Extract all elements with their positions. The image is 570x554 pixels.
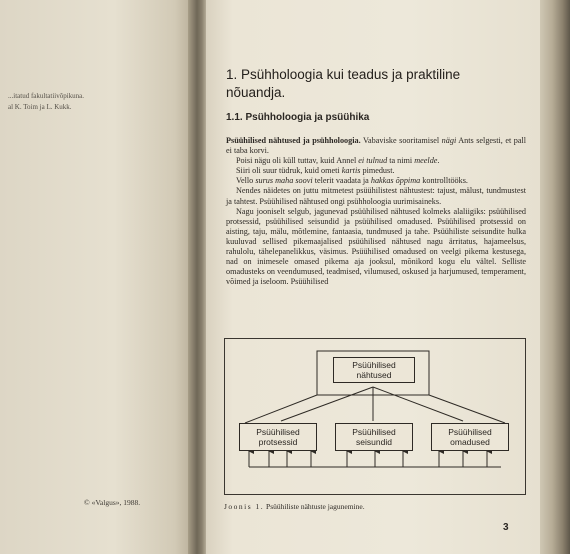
emphasis: meelde xyxy=(414,156,438,166)
book-gutter xyxy=(188,0,208,554)
paragraph xyxy=(226,166,526,176)
paragraph: Nagu jooniselt selgub, jagunevad psüühilised nähtused kolmeks alaliigiks: psüühilised protsessid, psüühilised seisundid ja psüühilised omadused. Psüühilised protsessid on aisting, taju, mälu, mõtlemine, fantaasia, tundmused ja tahe. Psüühiliste seisundite hulka kuuluvad sellised pikemaajalised psüühilised nähtused nagu ärritatus, hajameelsus, rahulolu, tähelepanelikkus, väsimus. Psüühilised omadused on veelgi pikema kestusega, nad on inimesele omased pikema aja jooksul, mõnikord kogu elu vältel. Selliste omadusteks on veendumused, teadmised, vilumused, oskused ja harjumused, temperament, võimed ja iseloom. Psüühilised xyxy=(226,206,526,287)
emphasis: kartis xyxy=(341,166,361,176)
left-page xyxy=(0,0,190,554)
paragraph-heading: Psüühilised nähtused ja psühholoogia. xyxy=(226,136,361,145)
text-run: Siiri oli suur tüdruk, kuid ometi xyxy=(236,166,342,176)
text-run: pimedust. xyxy=(360,166,395,176)
text-run: Poisi nägu oli küll tuttav, kuid Annel xyxy=(236,156,359,166)
chapter-title-line: nõuandja. xyxy=(226,85,286,100)
emphasis: surus maha soovi xyxy=(255,176,313,186)
diagram-node-psychic-phenomena: Psüühilised nähtused xyxy=(333,357,415,383)
caption-text: Psüühiliste nähtuste jagunemine. xyxy=(264,502,365,511)
text-run: Ants selgesti, et pall ei taba korvi. xyxy=(226,136,527,156)
diagram-node-states: Psüühilised seisundid xyxy=(335,423,413,451)
page-edge xyxy=(540,0,570,554)
text-run: telerit vaadata ja xyxy=(312,176,371,186)
text-run: Vabaviske sooritamisel xyxy=(360,136,442,145)
figure-frame xyxy=(224,338,526,495)
credit-line: ...itatud fakultatiivõpikuna. xyxy=(8,92,85,100)
body-text xyxy=(226,136,526,287)
text-run: kontrolltööks. xyxy=(420,176,468,186)
diagram-node-traits: Psüühilised omadused xyxy=(431,423,509,451)
chapter-title-line: 1. Psühholoogia kui teadus ja praktiline xyxy=(226,67,461,82)
paragraph xyxy=(226,156,526,166)
paragraph xyxy=(226,176,526,186)
diagram-node-processes: Psüühilised protsessid xyxy=(239,423,317,451)
text-run: Vello xyxy=(236,176,256,186)
emphasis: ei tulnud xyxy=(358,156,388,166)
text-run: ta nimi xyxy=(387,156,415,166)
copyright-notice: © «Valgus», 1988. xyxy=(84,498,141,507)
emphasis: nägi xyxy=(441,136,457,145)
section-title: 1.1. Psühholoogia ja psüühika xyxy=(226,112,370,123)
text-run: . xyxy=(437,156,440,166)
emphasis: hakkas õppima xyxy=(370,176,421,186)
figure-caption xyxy=(224,502,365,511)
right-page xyxy=(206,0,542,554)
page-number: 3 xyxy=(503,522,509,533)
credit-line: al K. Toim ja L. Kukk. xyxy=(8,103,72,111)
paragraph: Nendes näidetes on juttu mitmetest psüühilistest nähtustest: tajust, mälust, tundmustest ja tahtest. Psüühilised nähtused ongi psühholoogia uurimisaineks. xyxy=(226,186,526,206)
caption-label: Joonis 1. xyxy=(224,502,265,511)
paragraph xyxy=(226,136,526,156)
chapter-title xyxy=(226,66,526,102)
